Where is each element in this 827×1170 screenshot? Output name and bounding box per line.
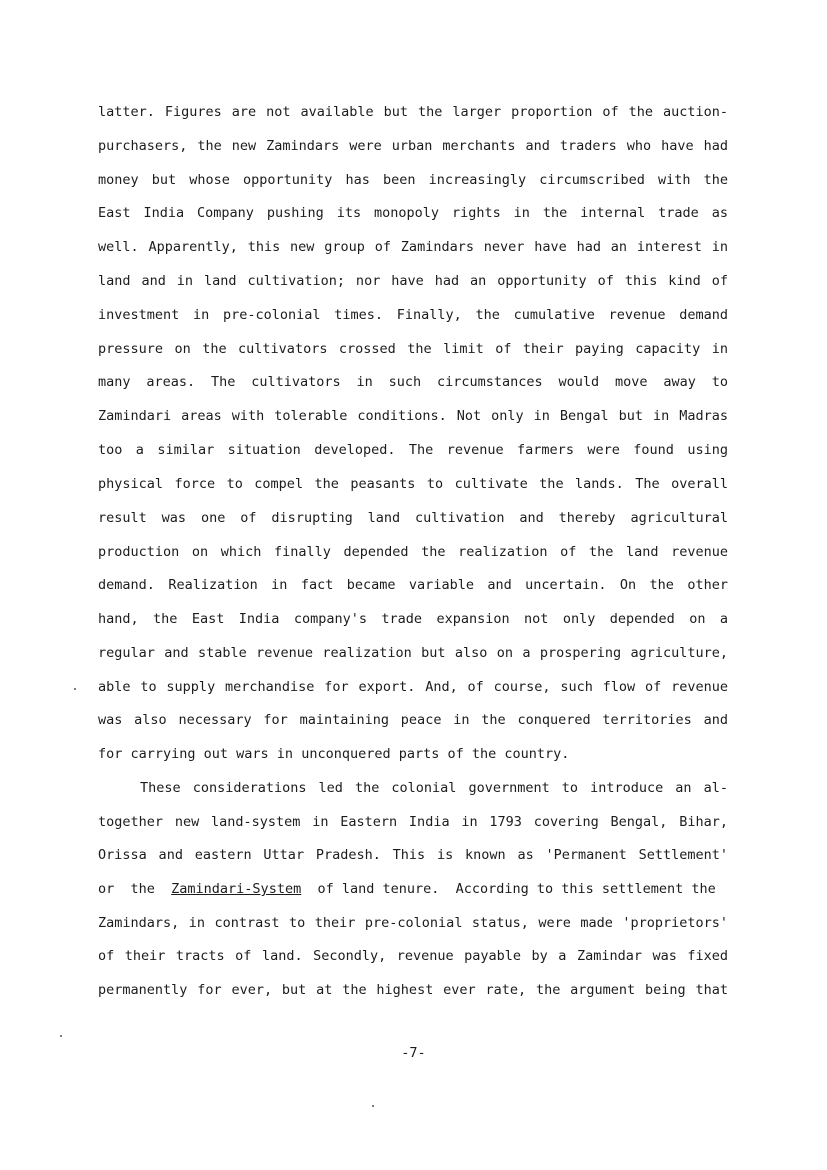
text-line: of their tracts of land. Secondly, revenue payable by a Zamindar was fixed bbox=[98, 948, 728, 964]
text-line: Zamindars, in contrast to their pre-colonial status, were made 'proprietors' bbox=[98, 915, 728, 931]
text-line: result was one of disrupting land cultivation and thereby agricultural bbox=[98, 510, 728, 526]
text-line: regular and stable revenue realization but also on a prospering agriculture, bbox=[98, 645, 728, 661]
text-line: purchasers, the new Zamindars were urban merchants and traders who have had bbox=[98, 138, 728, 154]
text-line: land and in land cultivation; nor have had an opportunity of this kind of bbox=[98, 273, 728, 289]
scan-speck bbox=[372, 1105, 374, 1107]
text-line: physical force to compel the peasants to cultivate the lands. The overall bbox=[98, 476, 728, 492]
text-fragment: or the bbox=[98, 881, 172, 897]
text-line: able to supply merchandise for export. And, of course, such flow of revenue bbox=[98, 679, 728, 695]
text-line: These considerations led the colonial government to introduce an al- bbox=[140, 780, 728, 796]
text-line: East India Company pushing its monopoly rights in the internal trade as bbox=[98, 205, 728, 221]
text-line bbox=[98, 880, 728, 898]
text-line: money but whose opportunity has been increasingly circumscribed with the bbox=[98, 172, 728, 188]
text-line: Orissa and eastern Uttar Pradesh. This is known as 'Permanent Settlement' bbox=[98, 847, 728, 863]
text-line: well. Apparently, this new group of Zamindars never have had an interest in bbox=[98, 239, 728, 255]
text-line: production on which finally depended the realization of the land revenue bbox=[98, 544, 728, 560]
zamindari-system-term: Zamindari-System bbox=[171, 881, 302, 897]
text-line: pressure on the cultivators crossed the limit of their paying capacity in bbox=[98, 341, 728, 357]
text-line: latter. Figures are not available but the larger proportion of the auction- bbox=[98, 104, 728, 120]
text-line: many areas. The cultivators in such circumstances would move away to bbox=[98, 374, 728, 390]
text-line: demand. Realization in fact became variable and uncertain. On the other bbox=[98, 577, 728, 593]
scan-speck bbox=[74, 688, 76, 690]
text-line: Zamindari areas with tolerable conditions. Not only in Bengal but in Madras bbox=[98, 408, 728, 424]
text-fragment: of land tenure. According to this settlement the bbox=[301, 881, 716, 897]
text-line: for carrying out wars in unconquered parts of the country. bbox=[98, 746, 570, 762]
text-line: was also necessary for maintaining peace in the conquered territories and bbox=[98, 712, 728, 728]
text-line: investment in pre-colonial times. Finally, the cumulative revenue demand bbox=[98, 307, 728, 323]
text-line: hand, the East India company's trade expansion not only depended on a bbox=[98, 611, 728, 627]
page-number: -7- bbox=[401, 1045, 426, 1061]
scan-speck bbox=[60, 1035, 62, 1037]
text-line: too a similar situation developed. The revenue farmers were found using bbox=[98, 442, 728, 458]
text-line: permanently for ever, but at the highest ever rate, the argument being that bbox=[98, 982, 728, 998]
text-line: together new land-system in Eastern India in 1793 covering Bengal, Bihar, bbox=[98, 814, 728, 830]
